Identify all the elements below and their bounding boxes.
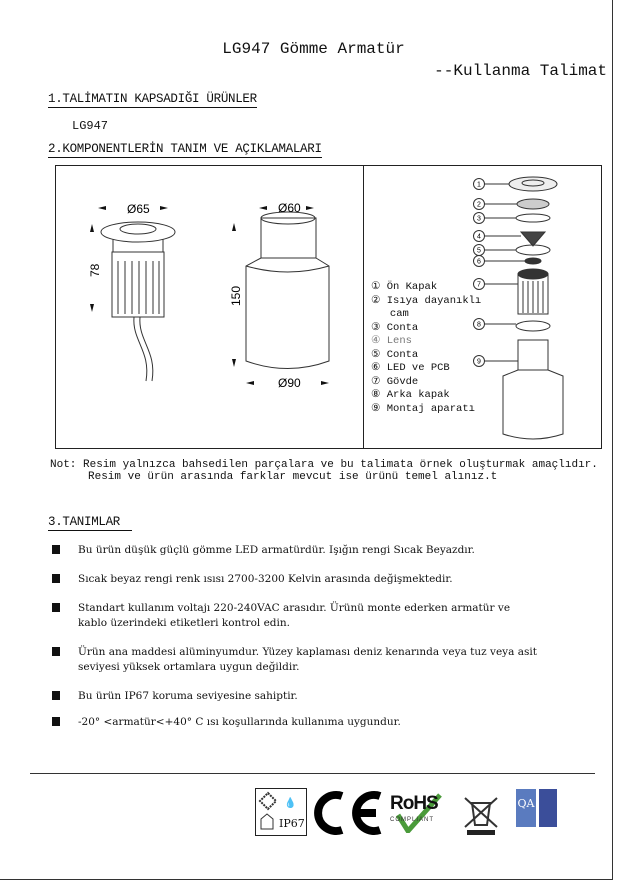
- legend-item: ② Isıya dayanıklı: [371, 294, 482, 307]
- ce-mark-icon: [312, 790, 384, 836]
- section3-heading: 3.TANIMLAR: [48, 515, 132, 531]
- qa-certification-logo: QA: [516, 789, 560, 833]
- footer-divider: [30, 773, 595, 774]
- bullet-square-icon: [52, 691, 60, 700]
- callout-number: 1: [477, 181, 481, 189]
- definition-item: Sıcak beyaz rengi renk ısısı 2700-3200 Kelvin arasında değişmektedir.: [52, 572, 453, 587]
- callout-number: 8: [477, 321, 481, 329]
- section2-heading: 2.KOMPONENTLERİN TANIM VE AÇIKLAMALARI: [48, 142, 322, 156]
- callout-number: 6: [477, 258, 481, 266]
- dim-d65: Ø65: [127, 202, 150, 216]
- page-border-right: [612, 0, 613, 880]
- components-figure: [55, 165, 602, 449]
- bullet-square-icon: [52, 545, 60, 554]
- legend-item: ④ Lens: [371, 335, 412, 347]
- section1-heading: 1.TALİMATIN KAPSADIĞI ÜRÜNLER: [48, 92, 257, 106]
- components-legend: [371, 281, 481, 416]
- bullet-square-icon: [52, 717, 60, 726]
- weee-bin-icon: [462, 795, 500, 837]
- legend-item: ① Ön Kapak: [371, 281, 438, 293]
- dimension-drawings: [56, 166, 363, 448]
- callout-number: 2: [477, 201, 481, 209]
- dim-h78: 78: [88, 263, 102, 277]
- bullet-square-icon: [52, 574, 60, 583]
- product-code: LG947: [72, 119, 109, 133]
- page-border-bottom: [0, 879, 613, 880]
- definition-item: Bu ürün IP67 koruma seviyesine sahiptir.: [52, 689, 298, 704]
- legend-item: ⑨ Montaj aparatı: [371, 402, 475, 415]
- legend-item: ⑥ LED ve PCB: [371, 362, 450, 374]
- document-title: LG947 Gömme Armatür: [222, 40, 405, 58]
- document-subtitle: --Kullanma Talimat: [434, 62, 607, 80]
- callout-number: 7: [477, 281, 481, 289]
- note-line-2: Resim ve ürün arasında farklar mevcut ise ürünü temel alınız.t: [88, 471, 498, 483]
- legend-item: cam: [371, 308, 409, 320]
- legend-item: ③ Conta: [371, 321, 419, 334]
- rohs-logo: RoHS COMPLIANT: [390, 793, 440, 833]
- legend-item: ⑤ Conta: [371, 348, 419, 361]
- callout-number: 5: [477, 247, 481, 255]
- note-line-1: Not: Resim yalnızca bahsedilen parçalara ve bu talimata örnek oluşturmak amaçlıdır.: [50, 459, 598, 471]
- dim-d60: Ø60: [278, 201, 301, 215]
- definition-item: Standart kullanım voltajı 220-240VAC arasıdır. Ürünü monte ederken armatür ve kablo üzerindeki etiketleri kontrol edin.: [52, 601, 510, 631]
- legend-item: ⑦ Gövde: [371, 375, 419, 388]
- callout-number: 3: [477, 215, 481, 223]
- bullet-square-icon: [52, 603, 60, 612]
- callout-number: 9: [477, 358, 481, 366]
- legend-item: ⑧ Arka kapak: [371, 389, 450, 401]
- ip67-badge: 💧 IP67: [255, 788, 307, 836]
- definition-item: Bu ürün düşük güçlü gömme LED armatürdür. Işığın rengi Sıcak Beyazdır.: [52, 543, 475, 558]
- dim-h150: 150: [229, 285, 243, 306]
- dim-d90: Ø90: [278, 376, 301, 390]
- bullet-square-icon: [52, 647, 60, 656]
- svg-text:💧: 💧: [284, 798, 297, 809]
- callout-number: 4: [477, 233, 481, 241]
- definition-item: Ürün ana maddesi alüminyumdur. Yüzey kaplaması deniz kenarında veya tuz veya asit seviyesi yüksek ortamlara uygun değildir.: [52, 645, 537, 675]
- definition-item: -20° <armatür<+40° C ısı koşullarında kullanıma uygundur.: [52, 715, 401, 730]
